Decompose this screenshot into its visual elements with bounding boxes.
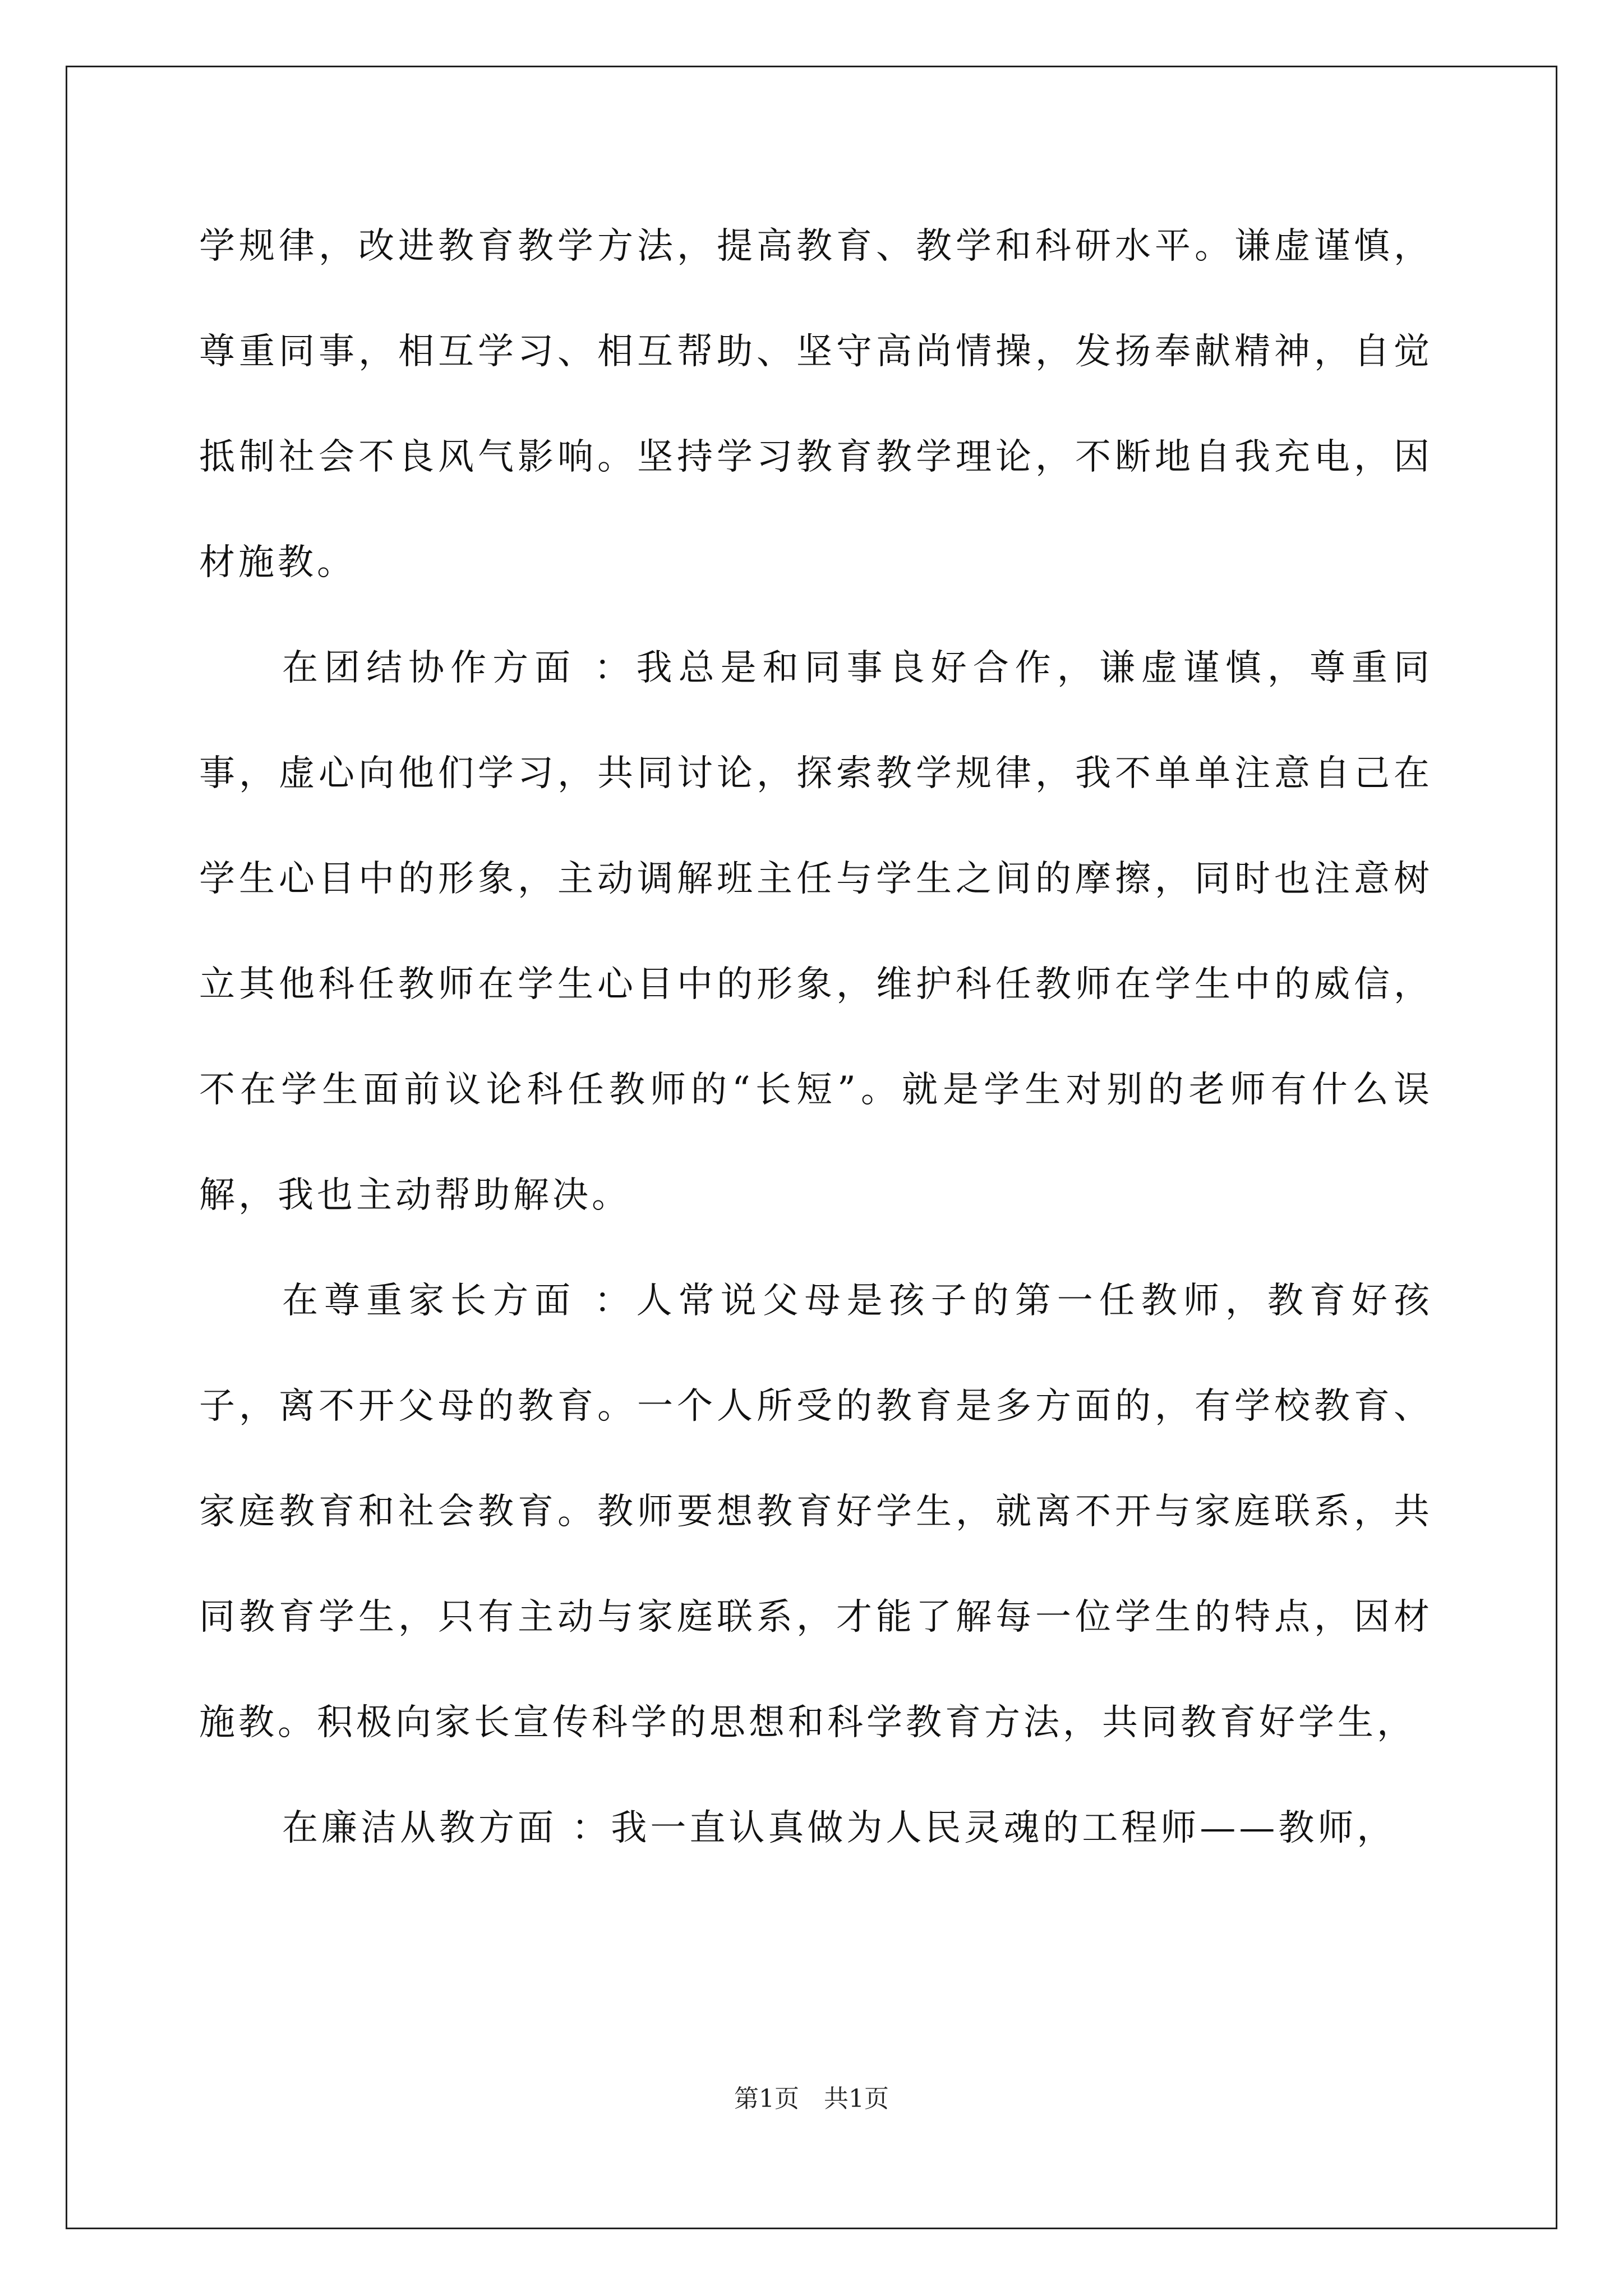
page-footer <box>0 2082 1623 2116</box>
paragraph-integrity: 在廉洁从教方面 ：我一直认真做为人民灵魂的工程师——教师， <box>282 1807 1396 1849</box>
paragraph-continuation: 学规律，改进教育教学方法，提高教育、教学和科研水平。谦虚谨慎，尊重同事，相互学习、相互帮助、坚守高尚情操，发扬奉献精神，自觉抵制社会不良风气影响。坚持学习教育教学理论，不断地自我充电，因材施教。 <box>199 226 1433 583</box>
page-count: 共1页 <box>824 2085 889 2113</box>
paragraph-respect-parents: 在尊重家长方面 ：人常说父母是孩子的第一任教师，教育好孩子，离不开父母的教育。一个人所受的教育是多方面的，有学校教育、家庭教育和社会教育。教师要想教育好学生，就离不开与家庭联系，共同教育学生，只有主动与家庭联系，才能了解每一位学生的特点，因材施教。积极向家长宣传科学的思想和科学教育方法，共同教育好学生， <box>199 1280 1433 1743</box>
document-body <box>199 194 1433 1881</box>
page-number: 第1页 <box>734 2085 799 2113</box>
paragraph-teamwork: 在团结协作方面 ：我总是和同事良好合作，谦虚谨慎，尊重同事，虚心向他们学习，共同讨论，探索教学规律，我不单单注意自己在学生心目中的形象，主动调解班主任与学生之间的摩擦，同时也注意树立其他科任教师在学生心目中的形象，维护科任教师在学生中的威信，不在学生面前议论科任教师的“长短”。就是学生对别的老师有什么误解，我也主动帮助解决。 <box>199 647 1433 1216</box>
